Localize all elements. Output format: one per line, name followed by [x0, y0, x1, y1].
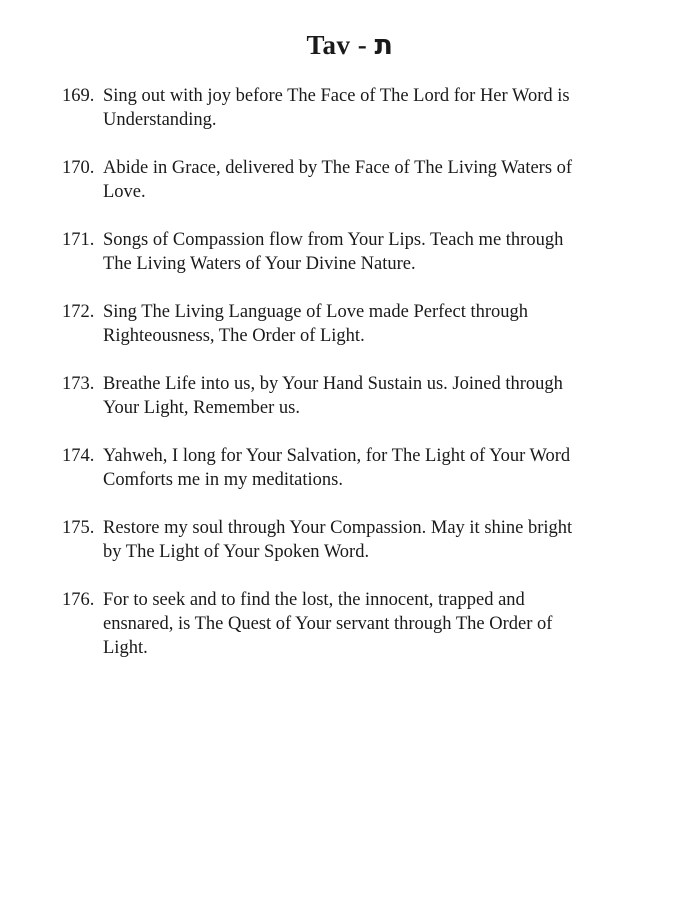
verse-number: 175.	[62, 518, 95, 538]
verse-item	[62, 372, 642, 420]
verse-text: Breathe Life into us, by Your Hand Sustain us. Joined through Your Light, Remember us.	[103, 374, 563, 418]
verse-item	[62, 228, 642, 276]
verse-text: Songs of Compassion flow from Your Lips. Teach me through The Living Waters of Your Divine Nature.	[103, 230, 564, 274]
verse-item	[62, 84, 642, 132]
verse-text: For to seek and to find the lost, the innocent, trapped and ensnared, is The Quest of Your servant through The Order of Light.	[103, 590, 553, 658]
verse-item	[62, 444, 642, 492]
verse-number: 173.	[62, 374, 95, 394]
verse-number: 174.	[62, 446, 95, 466]
verse-number: 170.	[62, 158, 95, 178]
verse-list	[62, 84, 642, 684]
verse-text: Sing The Living Language of Love made Perfect through Righteousness, The Order of Light.	[103, 302, 529, 346]
verse-text: Restore my soul through Your Compassion. May it shine bright by The Light of Your Spoken Word.	[103, 518, 573, 562]
verse-text: Yahweh, I long for Your Salvation, for The Light of Your Word Comforts me in my meditations.	[103, 446, 571, 490]
page-title-text: Tav -	[306, 30, 375, 60]
verse-number: 169.	[62, 86, 95, 106]
verse-text: Abide in Grace, delivered by The Face of The Living Waters of Love.	[103, 158, 573, 202]
hebrew-letter-tav: ת	[374, 30, 394, 61]
verse-text: Sing out with joy before The Face of The Lord for Her Word is Understanding.	[103, 86, 570, 130]
verse-item	[62, 516, 642, 564]
verse-number: 172.	[62, 302, 95, 322]
verse-item	[62, 156, 642, 204]
verse-item	[62, 300, 642, 348]
verse-number: 171.	[62, 230, 95, 250]
verse-number: 176.	[62, 590, 95, 610]
verse-item	[62, 588, 642, 660]
page-title	[0, 30, 700, 61]
